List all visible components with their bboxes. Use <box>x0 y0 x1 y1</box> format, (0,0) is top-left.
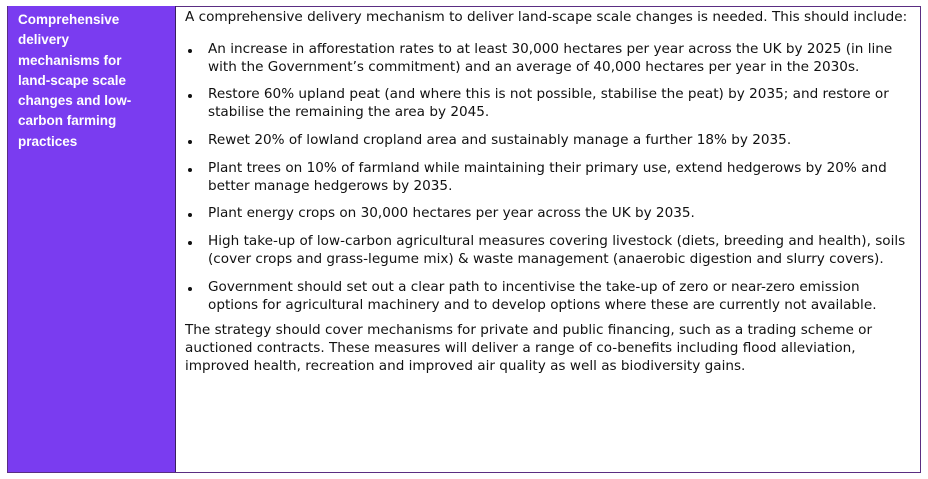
list-item-text: Restore 60% upland peat (and where this is not possible, stabilise the peat) by 2035; and restore or stabilise the remaining the area by 2045. <box>208 86 889 121</box>
bullet-icon <box>188 213 192 217</box>
list-item-text: High take-up of low-carbon agricultural measures covering livestock (diets, breeding and health), soils (cover crops and grass-legume mix) & waste management (anaerobic digestion and slurry covers). <box>208 233 906 267</box>
bullet-icon <box>188 287 192 291</box>
row-label-cell <box>8 6 176 472</box>
list-item-text: Plant trees on 10% of farmland while maintaining their primary use, extend hedgerows by 20% and better manage hedgerows by 2035. <box>208 159 887 194</box>
list-item-text: Rewet 20% of lowland cropland area and sustainably manage a further 18% by 2035. <box>208 131 792 148</box>
list-item-text: An increase in afforestation rates to at least 30,000 hectares per year across the UK by 2025 (in line with the Government’s commitment) and an average of 40,000 hectares per year in the 2030s. <box>208 40 893 75</box>
bullet-icon <box>188 49 192 53</box>
intro-paragraph: A comprehensive delivery mechanism to deliver land-scape scale changes is needed. This should include: <box>185 9 908 25</box>
list-item <box>185 86 912 122</box>
list-item-text: Plant energy crops on 30,000 hectares per year across the UK by 2035. <box>208 205 695 222</box>
row-label: Comprehensive delivery mechanisms for land-scape scale changes and low- carbon farming practices <box>18 12 132 149</box>
row-content-cell <box>176 6 920 472</box>
recommendations-table <box>7 6 921 473</box>
list-item <box>185 160 912 196</box>
closing-paragraph: The strategy should cover mechanisms for private and public financing, such as a trading scheme or auctioned contracts. These measures will deliver a range of co-benefits including flood alleviation, improved health, recreation and improved air quality as well as biodiversity gains. <box>185 322 873 374</box>
bullet-icon <box>188 94 192 98</box>
list-item <box>185 233 912 269</box>
list-item-text: Government should set out a clear path to incentivise the take-up of zero or near-zero emission options for agricultural machinery and to develop options where these are currently not available. <box>208 278 877 313</box>
bullet-icon <box>188 168 192 172</box>
list-item <box>185 41 912 77</box>
list-item <box>185 205 912 223</box>
bullet-list <box>185 41 912 315</box>
bullet-icon <box>188 241 192 245</box>
table-bottom-border <box>7 472 921 473</box>
list-item <box>185 132 912 150</box>
bullet-icon <box>188 140 192 144</box>
list-item <box>185 279 912 315</box>
